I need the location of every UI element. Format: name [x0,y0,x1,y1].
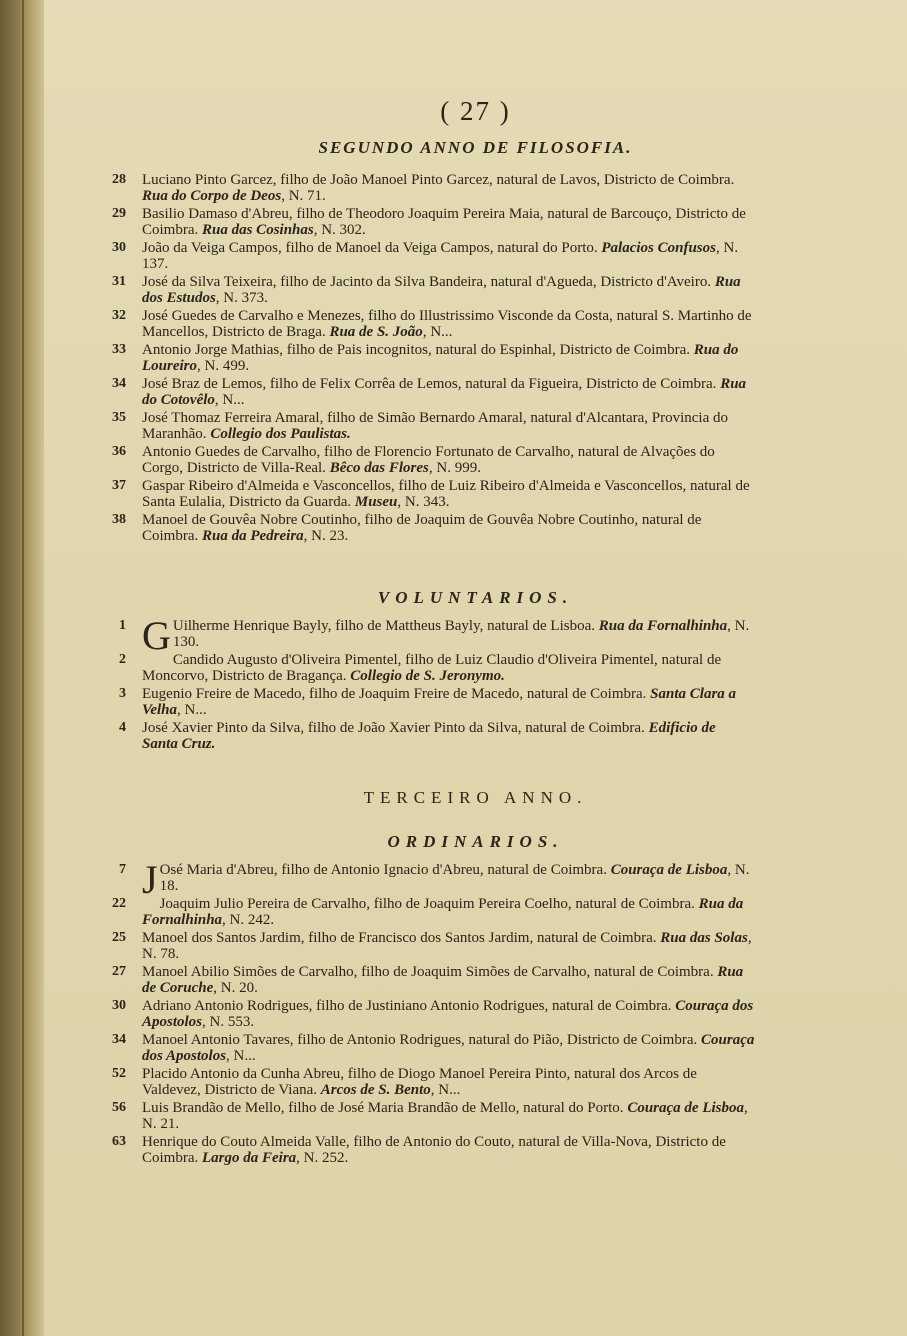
entry-text: Antonio Guedes de Carvalho, filho de Florencio Fortunato de Carvalho, natural de Alvações do Corgo, Districto de Villa-Real. [142,444,715,476]
entry-address-street: Rua do Corpo de Deos [142,188,282,204]
entry-number: 31 [112,274,126,289]
list-item [44,998,907,1030]
entry-number: 38 [112,512,126,527]
entry-address-number: , N. 999. [428,460,481,476]
entry-number: 4 [119,720,126,735]
entry-address-street: Palacios Confusos [601,240,716,256]
entry-address-number: , N. 242. [222,912,275,928]
entry-number: 1 [119,618,126,633]
entry-address-street: Rua da Fornalhinha [142,896,744,928]
entry-number: 30 [112,240,126,255]
drop-cap: J [142,857,158,902]
list-item [44,613,907,658]
entry-text: Basilio Damaso d'Abreu, filho de Theodoro Joaquim Pereira Maia, natural de Barcouço, Districto de Coimbra. [142,206,746,238]
section-heading-voluntarios: VOLUNTARIOS. [377,588,574,607]
entry-address-number: , N. 553. [202,1014,255,1030]
entry-text: Manoel dos Santos Jardim, filho de Francisco dos Santos Jardim, natural de Coimbra. [142,930,657,946]
entry-address-street: Collegio de S. Jeronymo. [350,668,505,684]
entry-address-street: Couraça de Lisboa [610,862,728,878]
section-heading-terceiro-anno: TERCEIRO ANNO. [363,788,588,807]
entry-text: Manoel Antonio Tavares, filho de Antonio Rodrigues, natural do Pião, Districto de Coimbra. [142,1032,698,1048]
entry-list-ordinarios [44,857,907,1168]
list-item [44,240,907,272]
book-gutter [0,0,44,1336]
entry-address-number: , N. 130. [172,618,750,650]
list-item [44,652,907,684]
list-item [44,444,907,476]
entry-address-street: Rua do Cotovêlo [142,376,747,408]
entry-number: 30 [112,998,126,1013]
list-item [44,274,907,306]
list-item [44,720,907,752]
list-item [44,930,907,962]
list-item [44,512,907,544]
list-item [44,857,907,902]
entry-address-number: , N... [214,392,245,408]
entry-text: Manoel Abilio Simões de Carvalho, filho de Joaquim Simões de Carvalho, natural de Coimbra. [142,964,714,980]
entry-number: 52 [112,1066,126,1081]
entry-number: 27 [112,964,126,979]
entry-address-number: , N. 23. [303,528,349,544]
entry-text: Candido Augusto d'Oliveira Pimentel, filho de Luiz Claudio d'Oliveira Pimentel, natural de Moncorvo, Districto de Bragança. [142,652,722,684]
gutter-fold [22,0,24,1336]
entry-number: 34 [112,1032,126,1047]
entry-address-street: Edificio de Santa Cruz. [142,720,716,752]
entry-text: Gaspar Ribeiro d'Almeida e Vasconcellos, filho de Luiz Ribeiro d'Almeida e Vasconcellos, natural de Santa Eulalia, Districto da Guarda. [142,478,750,510]
entry-number: 35 [112,410,126,425]
entry-text: Luciano Pinto Garcez, filho de João Manoel Pinto Garcez, natural de Lavos, Districto de Coimbra. [142,172,735,188]
entry-number: 56 [112,1100,126,1115]
entry-number: 2 [119,652,126,667]
entry-address-number: , N. 343. [397,494,450,510]
list-item [44,686,907,718]
entry-address-number: , N. 20. [213,980,258,996]
entry-text: Placido Antonio da Cunha Abreu, filho de Diogo Manoel Pereira Pinto, natural dos Arcos de Valdevez, Districto de Viana. [142,1066,697,1098]
entry-number: 7 [119,862,126,877]
entry-address-number: , N... [422,324,453,340]
entry-address-street: Rua de S. João [329,324,423,340]
entry-number: 29 [112,206,126,221]
entry-address-number: , N. 21. [142,1100,748,1132]
entry-address-street: Santa Clara a Velha [142,686,737,718]
entry-list-voluntarios [44,613,907,754]
entry-address-street: Couraça de Lisboa [627,1100,744,1116]
entry-text: Osé Maria d'Abreu, filho de Antonio Ignacio d'Abreu, natural de Coimbra. [159,862,607,878]
book-page [44,0,907,1336]
list-item [44,206,907,238]
entry-address-street: Couraça dos Apostolos [142,998,754,1030]
entry-number: 33 [112,342,126,357]
entry-address-number: , N. 252. [296,1150,349,1166]
entry-address-street: Rua do Loureiro [142,342,739,374]
entry-number: 34 [112,376,126,391]
list-item [44,308,907,340]
entry-address-number: , N. 78. [142,930,752,962]
entry-text: José Thomaz Ferreira Amaral, filho de Simão Bernardo Amaral, natural d'Alcantara, Provincia do Maranhão. [142,410,728,442]
entry-number: 37 [112,478,126,493]
entry-address-number: , N. 71. [281,188,326,204]
entry-address-number: , N... [430,1082,461,1098]
list-item [44,964,907,996]
entry-address-number: , N. 18. [159,862,750,894]
entry-text: Henrique do Couto Almeida Valle, filho de Antonio do Couto, natural de Villa-Nova, Districto de Coimbra. [142,1134,726,1166]
page-number: ( 27 ) [440,96,511,126]
entry-address-street: Museu [354,494,398,510]
entry-address-street: Rua da Fornalhinha [598,618,728,634]
entry-number: 63 [112,1134,126,1149]
entry-text: José da Silva Teixeira, filho de Jacinto da Silva Bandeira, natural d'Agueda, Districto d'Aveiro. [142,274,712,290]
entry-address-number: , N. 499. [197,358,250,374]
drop-cap: G [142,613,171,658]
entry-text: Uilherme Henrique Bayly, filho de Mattheus Bayly, natural de Lisboa. [172,618,595,634]
entry-address-street: Bêco das Flores [329,460,429,476]
list-item [44,1032,907,1064]
entry-number: 28 [112,172,126,187]
entry-text: Luis Brandão de Mello, filho de José Maria Brandão de Mello, natural do Porto. [142,1100,624,1116]
entry-text: Joaquim Julio Pereira de Carvalho, filho de Joaquim Pereira Coelho, natural de Coimbra. [159,896,695,912]
entry-number: 22 [112,896,126,911]
entry-text: Adriano Antonio Rodrigues, filho de Justiniano Antonio Rodrigues, natural de Coimbra. [142,998,672,1014]
entry-text: José Xavier Pinto da Silva, filho de João Xavier Pinto da Silva, natural de Coimbra. [142,720,645,736]
entry-address-street: Rua de Coruche [142,964,744,996]
entry-text: Eugenio Freire de Macedo, filho de Joaquim Freire de Macedo, natural de Coimbra. [142,686,647,702]
list-item [44,1100,907,1132]
entry-address-street: Largo da Feira [202,1150,297,1166]
list-item [44,410,907,442]
list-item [44,172,907,204]
entry-address-street: Rua dos Estudos [142,274,741,306]
entry-text: João da Veiga Campos, filho de Manoel da Veiga Campos, natural do Porto. [142,240,598,256]
entry-address-street: Couraça dos Apostolos [142,1032,755,1064]
entry-address-street: Arcos de S. Bento [320,1082,431,1098]
list-item [44,1066,907,1098]
list-item [44,342,907,374]
entry-list-segundo-anno [44,172,907,546]
entry-address-number: , N. 137. [142,240,739,272]
entry-number: 36 [112,444,126,459]
entry-number: 32 [112,308,126,323]
entry-text: Antonio Jorge Mathias, filho de Pais incognitos, natural do Espinhal, Districto de Coimbra. [142,342,690,358]
entry-address-street: Collegio dos Paulistas. [210,426,351,442]
entry-number: 25 [112,930,126,945]
list-item [44,1134,907,1166]
entry-text: José Guedes de Carvalho e Menezes, filho do Illustrissimo Visconde da Costa, natural S. Martinho de Mancellos, Districto de Braga. [142,308,752,340]
entry-address-street: Rua das Cosinhas [202,222,314,238]
list-item [44,376,907,408]
entry-address-number: , N... [177,702,207,718]
entry-address-street: Rua das Solas [660,930,748,946]
entry-number: 3 [119,686,126,701]
section-heading-segundo-anno: SEGUNDO ANNO DE FILOSOFIA. [318,138,633,157]
entry-text: José Braz de Lemos, filho de Felix Corrêa de Lemos, natural da Figueira, Districto de Coimbra. [142,376,717,392]
entry-text: Manoel de Gouvêa Nobre Coutinho, filho de Joaquim de Gouvêa Nobre Coutinho, natural de Coimbra. [142,512,702,544]
entry-address-street: Rua da Pedreira [202,528,304,544]
list-item [44,478,907,510]
entry-address-number: , N. 373. [215,290,268,306]
entry-address-number: , N... [226,1048,256,1064]
entry-address-number: , N. 302. [313,222,366,238]
section-subheading-ordinarios: ORDINARIOS. [387,832,564,851]
list-item [44,896,907,928]
